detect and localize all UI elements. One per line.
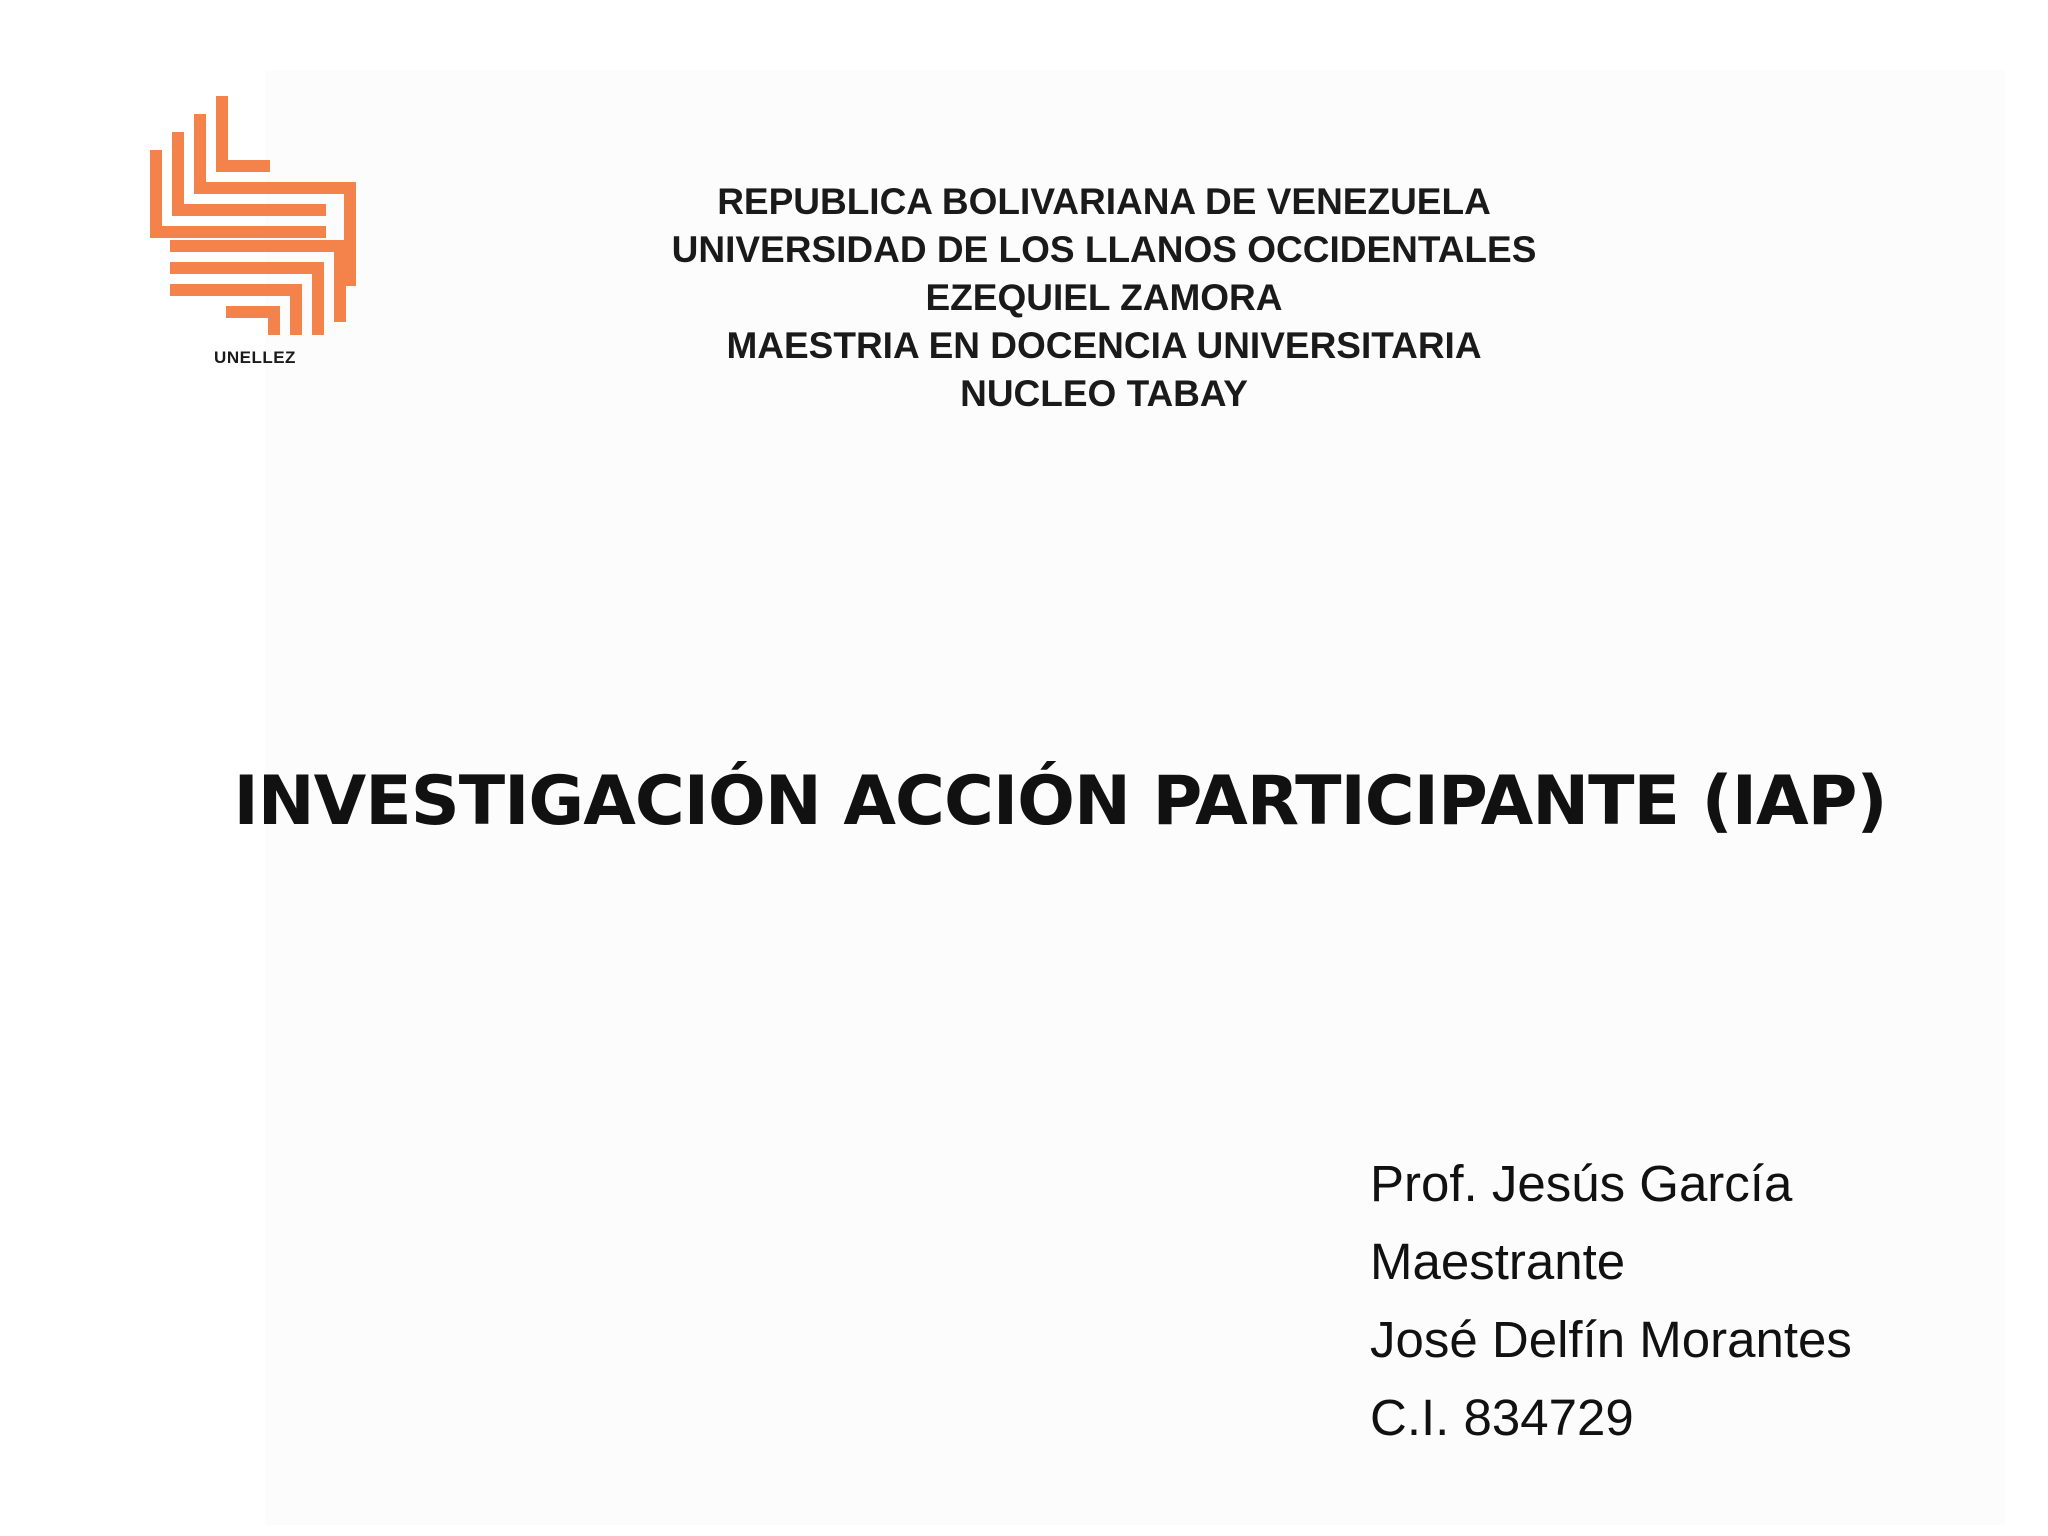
institution-header [500,178,1708,418]
header-line-republic: REPUBLICA BOLIVARIANA DE VENEZUELA [717,181,1491,222]
credits-block [1370,1145,2010,1457]
logo-text: UNELLEZ [214,348,296,367]
unellez-logo [140,90,370,370]
header-line-nucleus: NUCLEO TABAY [960,373,1248,414]
credits-role: Maestrante [1370,1233,1626,1290]
credits-student-name: José Delfín Morantes [1370,1311,1852,1368]
header-line-program: MAESTRIA EN DOCENCIA UNIVERSITARIA [726,325,1482,366]
header-line-namesake: EZEQUIEL ZAMORA [925,277,1283,318]
header-line-university: UNIVERSIDAD DE LOS LLANOS OCCIDENTALES [671,229,1537,270]
unellez-logo-icon [140,90,370,340]
credits-id-number: C.I. 834729 [1370,1389,1634,1446]
slide-title: INVESTIGACIÓN ACCIÓN PARTICIPANTE (IAP) [233,762,1887,841]
credits-professor: Prof. Jesús García [1370,1155,1793,1212]
